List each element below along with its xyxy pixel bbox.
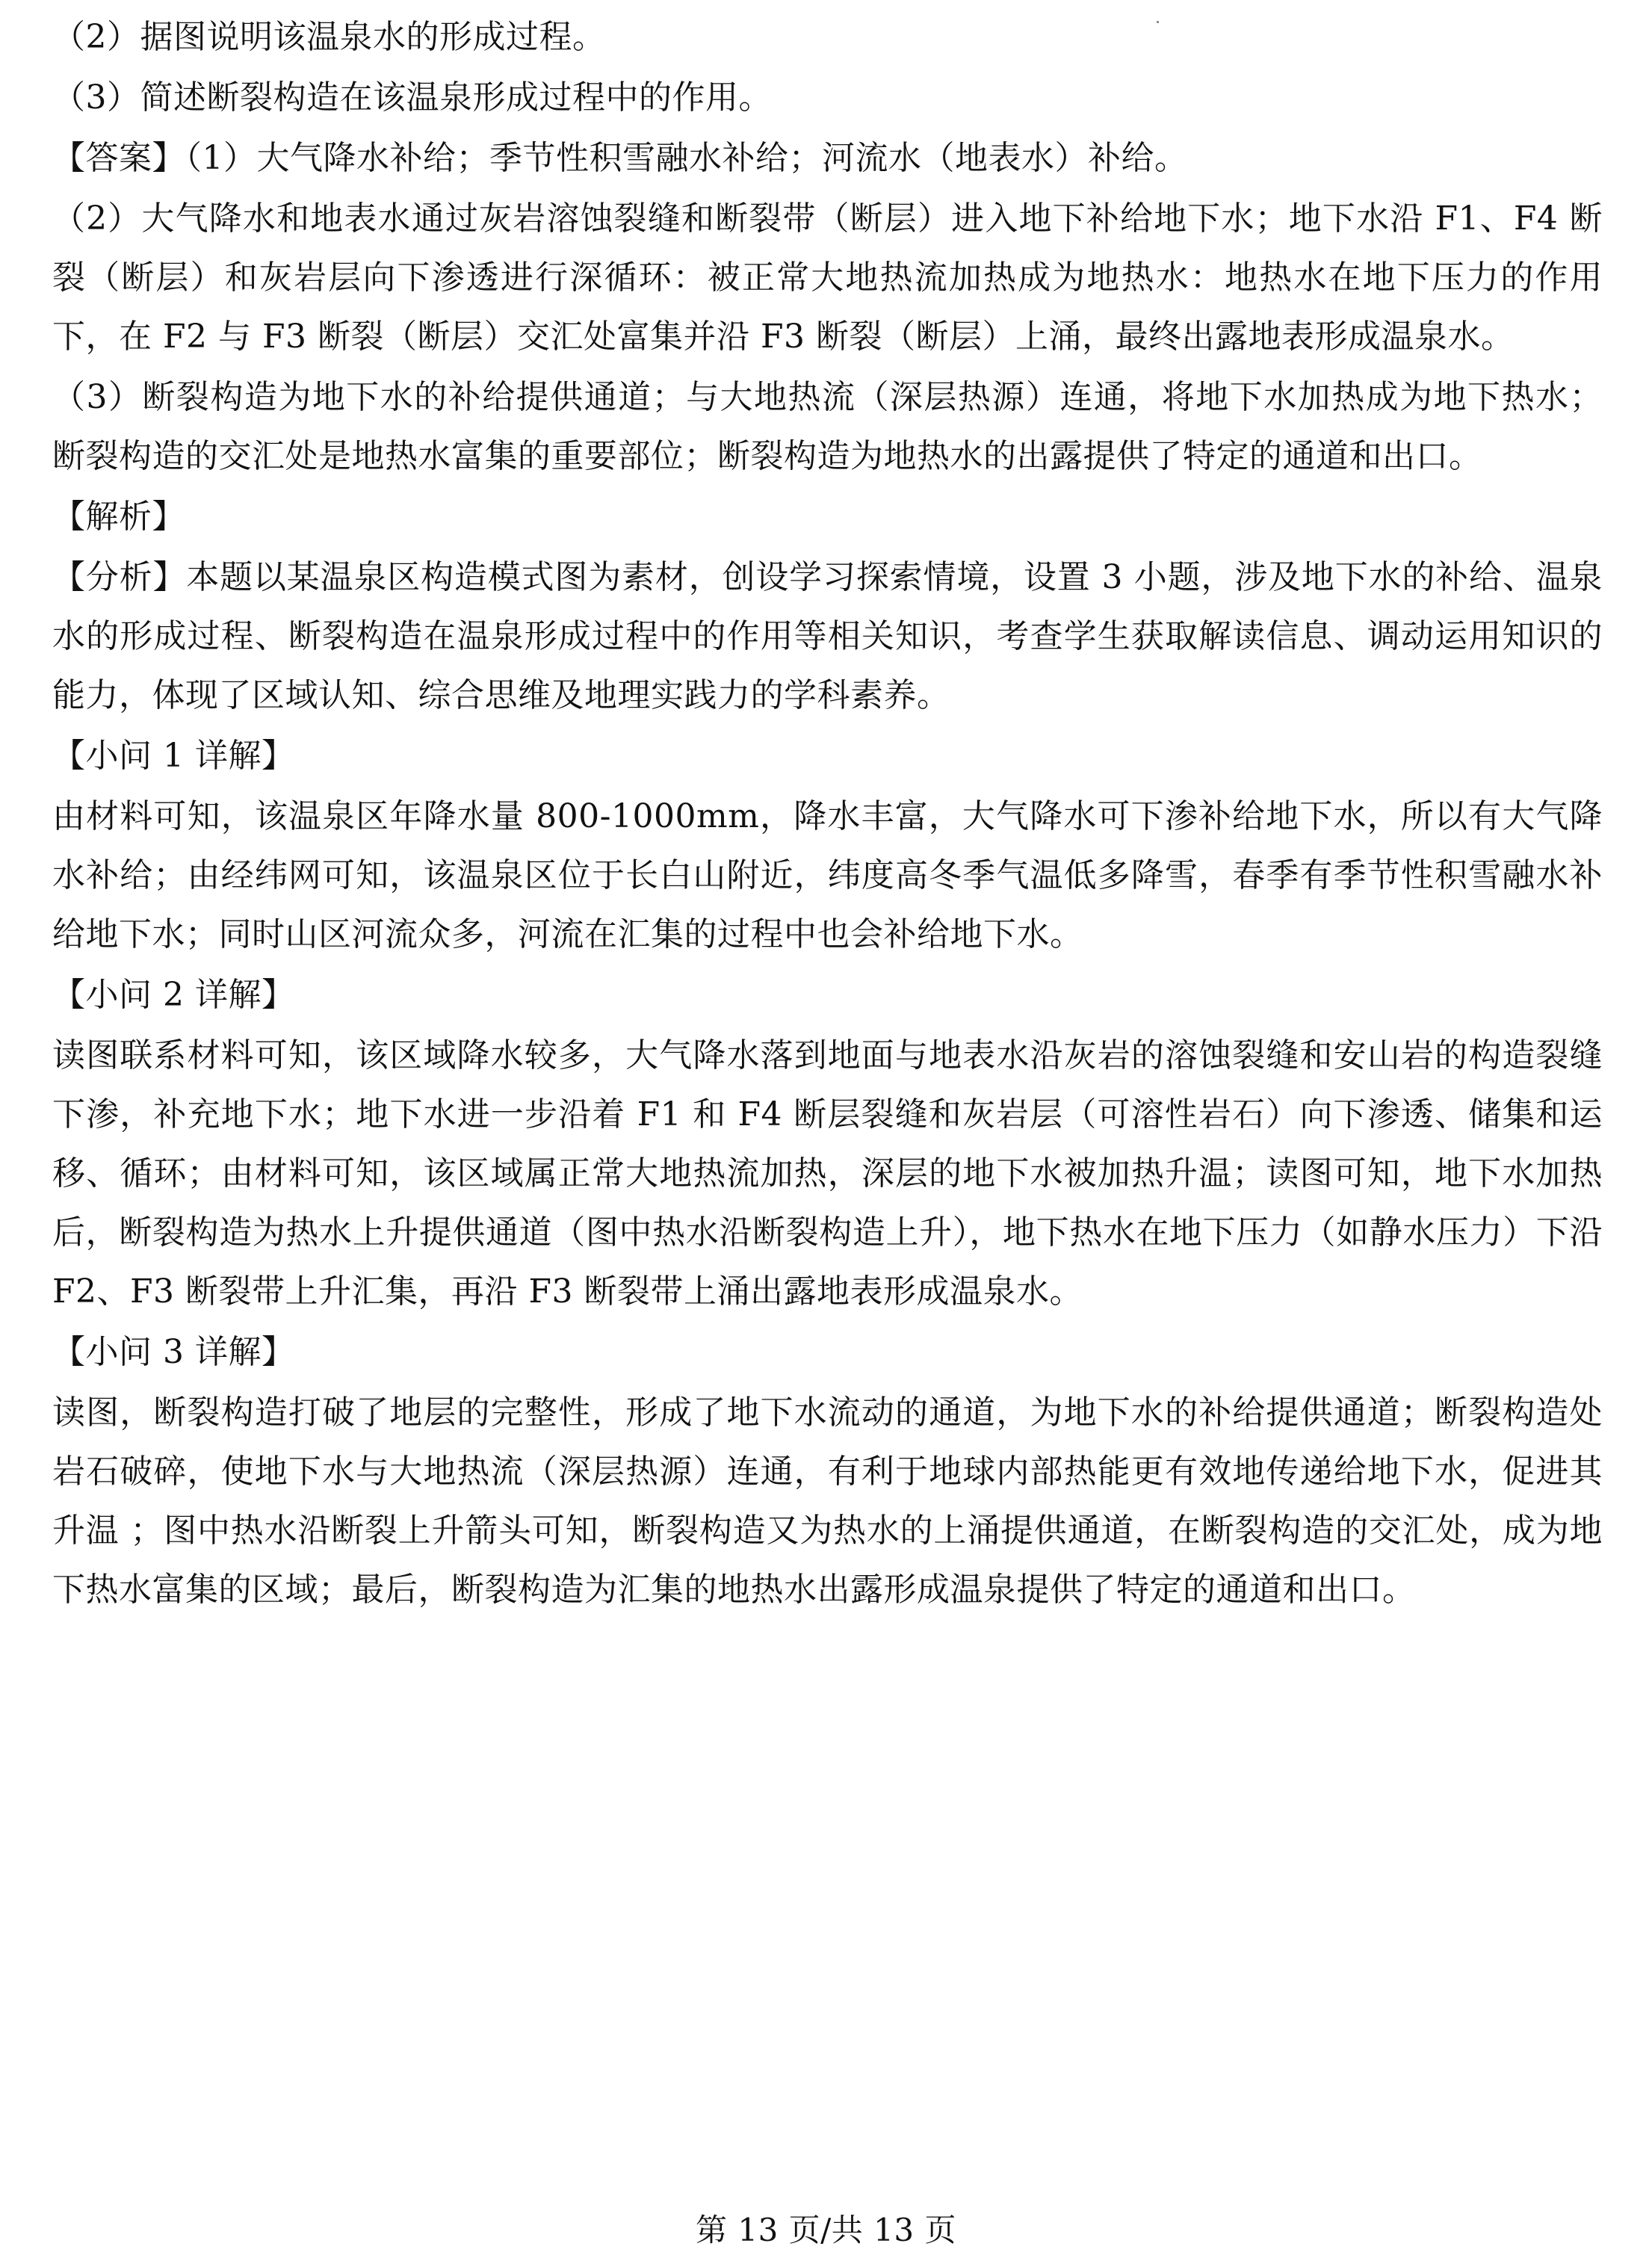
- sub-question-3-detail: 读图，断裂构造打破了地层的完整性，形成了地下水流动的通道，为地下水的补给提供通道；断裂构造处岩石破碎，使地下水与大地热流（深层热源）连通，有利于地球内部热能更有效地传递给地下水，促进其升温 ；图中热水沿断裂上升箭头可知，断裂构造又为热水的上涌提供通道，在断裂构造的交汇处，成为地下热水富集的区域；最后，断裂构造为汇集的地热水出露形成温泉提供了特定的通道和出口。: [52, 1394, 1603, 1609]
- sub-question-1-heading: 【小问 1 详解】: [52, 737, 295, 775]
- page-number: 第 13 页/共 13 页: [696, 2212, 956, 2248]
- analysis-overview: 【分析】本题以某温泉区构造模式图为素材，创设学习探索情境，设置 3 小题，涉及地下水的补给、温泉水的形成过程、断裂构造在温泉形成过程中的作用等相关知识，考查学生获取解读信息、调动运用知识的能力，体现了区域认知、综合思维及地理实践力的学科素养。: [52, 558, 1603, 714]
- answer-part-2: （2）大气降水和地表水通过灰岩溶蚀裂缝和断裂带（断层）进入地下补给地下水；地下水沿 F1、F4 断裂（断层）和灰岩层向下渗透进行深循环：被正常大地热流加热成为地热水：地热水在地下压力的作用下，在 F2 与 F3 断裂（断层）交汇处富集并沿 F3 断裂（断层）上涌，最终出露地表形成温泉水。: [52, 200, 1603, 356]
- sub-question-1-detail: 由材料可知，该温泉区年降水量 800-1000mm，降水丰富，大气降水可下渗补给地下水，所以有大气降水补给；由经纬网可知，该温泉区位于长白山附近，纬度高冬季气温低多降雪，春季有季节性积雪融水补给地下水；同时山区河流众多，河流在汇集的过程中也会补给地下水。: [52, 797, 1603, 953]
- question-3: （3）简述断裂构造在该温泉形成过程中的作用。: [52, 78, 772, 117]
- sub-question-2-detail: 读图联系材料可知，该区域降水较多，大气降水落到地面与地表水沿灰岩的溶蚀裂缝和安山岩的构造裂缝下渗，补充地下水；地下水进一步沿着 F1 和 F4 断层裂缝和灰岩层（可溶性岩石）向下渗透、储集和运移、循环；由材料可知，该区域属正常大地热流加热，深层的地下水被加热升温；读图可知，地下水加热后，断裂构造为热水上升提供通道（图中热水沿断裂构造上升），地下热水在地下压力（如静水压力）下沿 F2、F3 断裂带上升汇集，再沿 F3 断裂带上涌出露地表形成温泉水。: [52, 1036, 1603, 1311]
- answer-part-1: 【答案】（1）大气降水补给；季节性积雪融水补给；河流水（地表水）补给。: [52, 139, 1188, 177]
- answer-part-3: （3）断裂构造为地下水的补给提供通道；与大地热流（深层热源）连通，将地下水加热成为地下热水；断裂构造的交汇处是地热水富集的重要部位；断裂构造为地热水的出露提供了特定的通道和出口。: [52, 378, 1603, 475]
- document-body: [52, 7, 1603, 1621]
- question-2: （2）据图说明该温泉水的形成过程。: [52, 18, 606, 56]
- analysis-heading: 【解析】: [52, 498, 185, 536]
- sub-question-3-heading: 【小问 3 详解】: [52, 1333, 295, 1371]
- sub-question-2-heading: 【小问 2 详解】: [52, 976, 295, 1014]
